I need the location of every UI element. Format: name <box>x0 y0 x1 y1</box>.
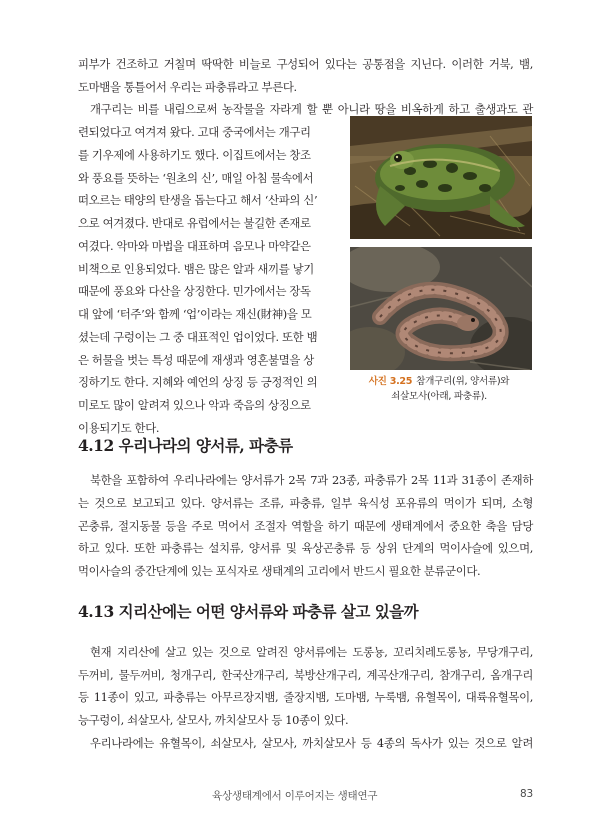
body-text-line: 이용되기도 한다. <box>78 421 160 435</box>
frog-photo <box>350 116 532 239</box>
body-text-line: 와 풍요를 뜻하는 ‘원초의 신’, 매일 아침 물속에서 <box>78 171 314 185</box>
frog-illustration <box>350 116 532 239</box>
figure-caption-continued <box>346 389 532 404</box>
body-text-line: 우리나라에는 유혈목이, 쇠살모사, 살모사, 까치살모사 등 4종의 독사가 있는 것으로 알려 <box>90 736 533 750</box>
body-text-line: 등 11종이 있고, 파충류는 아무르장지뱀, 줄장지뱀, 도마뱀, 누룩뱀, 유혈목이, 대륙유혈목이, <box>78 690 533 704</box>
running-title: 육상생태계에서 이루어지는 생태연구 <box>212 790 378 802</box>
body-text-line: 련되었다고 여겨져 왔다. 고대 중국에서는 개구리 <box>78 125 311 139</box>
body-text-line: 셨는데 구렁이는 그 중 대표적인 업이었다. 또한 뱀 <box>78 330 318 344</box>
body-text-line: 개구리는 비를 내림으로써 농작물을 자라게 할 뿐 아니라 땅을 비옥하게 하고 출생과도 관 <box>90 102 533 116</box>
body-text-line: 피부가 건조하고 거칠며 딱딱한 비늘로 구성되어 있다는 공통점을 지닌다. 이러한 거북, 뱀, <box>78 57 533 71</box>
body-text-line: 곤충류, 절지동물 등을 주로 먹어서 조절자 역할을 하기 때문에 생태계에서 중요한 축을 담당 <box>78 519 533 533</box>
body-text-line: 으로 여겨졌다. 반대로 유럽에서는 불길한 존재로 <box>78 216 311 230</box>
body-text-line: 미로도 많이 알려져 있으나 악과 죽음의 상징으로 <box>78 398 311 412</box>
section-heading-4-12: 4.12 우리나라의 양서류, 파충류 <box>78 436 293 455</box>
snake-photo <box>350 247 532 370</box>
body-text-line: 먹이사슬의 중간단계에 있는 포식자로 생태계의 고리에서 반드시 필요한 분류군이다. <box>78 564 481 578</box>
body-text-line: 때문에 풍요와 다산을 상징한다. 민가에서는 장독 <box>78 284 311 298</box>
body-text-line: 여겼다. 악마와 마법을 대표하며 음모나 마약같은 <box>78 239 311 253</box>
body-text-line: 하고 있다. 또한 파충류는 설치류, 양서류 및 육상곤충류 등 상위 단계의 먹이사슬에 있으며, <box>78 541 533 555</box>
body-text-line: 대 앞에 ‘터주’와 함께 ‘업’이라는 재신(財神)을 모 <box>78 307 312 321</box>
body-text-line: 능구렁이, 쇠살모사, 살모사, 까치살모사 등 10종이 있다. <box>78 713 349 727</box>
body-text-line: 징하기도 한다. 지혜와 예언의 상징 등 긍정적인 의 <box>78 375 318 389</box>
body-text-line: 두꺼비, 물두꺼비, 청개구리, 한국산개구리, 북방산개구리, 계곡산개구리, 참개구리, 옴개구리 <box>78 668 533 682</box>
body-text-line: 를 기우제에 사용하기도 했다. 이집트에서는 창조 <box>78 148 311 162</box>
body-text-line: 현재 지리산에 살고 있는 것으로 알려진 양서류에는 도롱뇽, 꼬리치레도롱뇽, 무당개구리, <box>90 645 533 659</box>
figure-caption-line1: 참개구리(위, 양서류)와 <box>416 376 510 387</box>
figure-caption-line2: 쇠살모사(아래, 파충류). <box>391 391 487 402</box>
figure-caption <box>346 374 532 389</box>
page-number: 83 <box>520 788 533 800</box>
body-text-line: 비책으로 인용되었다. 뱀은 많은 알과 새끼를 낳기 <box>78 262 314 276</box>
body-text-line: 도마뱀을 통틀어서 우리는 파충류라고 부른다. <box>78 80 297 94</box>
body-text-line: 떠오르는 태양의 탄생을 돕는다고 해서 ‘산파의 신’ <box>78 193 318 207</box>
snake-illustration <box>350 247 532 370</box>
figure-number: 사진 3.25 <box>368 376 413 387</box>
body-text-line: 는 것으로 보고되고 있다. 양서류는 조류, 파충류, 일부 육식성 포유류의 먹이가 되며, 소형 <box>78 496 533 510</box>
body-text-line: 은 허물을 벗는 특성 때문에 재생과 영혼불멸을 상 <box>78 353 314 367</box>
section-heading-4-13: 4.13 지리산에는 어떤 양서류와 파충류 살고 있을까 <box>78 602 419 621</box>
body-text-line: 북한을 포함하여 우리나라에는 양서류가 2목 7과 23종, 파충류가 2목 11과 31종이 존재하 <box>90 473 533 487</box>
